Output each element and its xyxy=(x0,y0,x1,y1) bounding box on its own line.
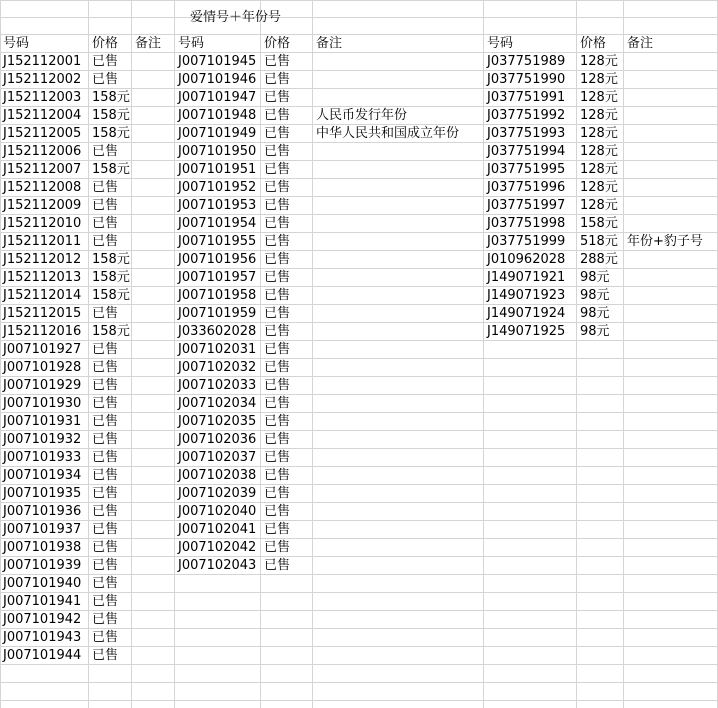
cell-price[interactable]: 已售 xyxy=(264,342,291,357)
cell-price[interactable]: 158元 xyxy=(92,126,130,141)
cell-price[interactable]: 128元 xyxy=(580,72,618,87)
cell-price[interactable]: 已售 xyxy=(92,360,119,375)
cell-number[interactable]: J007101944 xyxy=(3,648,82,663)
cell-price[interactable]: 已售 xyxy=(264,54,291,69)
cell-number[interactable]: J007101950 xyxy=(178,144,257,159)
cell-number[interactable]: J037751992 xyxy=(487,108,566,123)
cell-number[interactable]: J007101956 xyxy=(178,252,257,267)
cell-number[interactable]: J152112002 xyxy=(3,72,82,87)
cell-price[interactable]: 已售 xyxy=(264,414,291,429)
cell-number[interactable]: J007101952 xyxy=(178,180,257,195)
cell-number[interactable]: J152112005 xyxy=(3,126,82,141)
cell-number[interactable]: J033602028 xyxy=(178,324,257,339)
cell-price[interactable]: 已售 xyxy=(264,270,291,285)
cell-price[interactable]: 已售 xyxy=(264,504,291,519)
cell-number[interactable]: J007101954 xyxy=(178,216,257,231)
cell-price[interactable]: 已售 xyxy=(92,72,119,87)
cell-number[interactable]: J152112015 xyxy=(3,306,82,321)
cell-price[interactable]: 128元 xyxy=(580,108,618,123)
header-number-2[interactable]: 号码 xyxy=(178,36,205,51)
cell-price[interactable]: 已售 xyxy=(92,342,119,357)
cell-number[interactable]: J007101940 xyxy=(3,576,82,591)
cell-number[interactable]: J037751994 xyxy=(487,144,566,159)
cell-price[interactable]: 已售 xyxy=(264,144,291,159)
cell-number[interactable]: J152112001 xyxy=(3,54,82,69)
row-divider xyxy=(0,0,718,1)
cell-price[interactable]: 已售 xyxy=(92,630,119,645)
cell-price[interactable]: 已售 xyxy=(264,486,291,501)
cell-number[interactable]: J007101959 xyxy=(178,306,257,321)
header-note-1[interactable]: 备注 xyxy=(135,36,162,51)
cell-price[interactable]: 已售 xyxy=(92,558,119,573)
cell-price[interactable]: 158元 xyxy=(92,324,130,339)
cell-number[interactable]: J007102034 xyxy=(178,396,257,411)
cell-number[interactable]: J152112014 xyxy=(3,288,82,303)
header-note-3[interactable]: 备注 xyxy=(627,36,654,51)
cell-price[interactable]: 已售 xyxy=(92,522,119,537)
cell-number[interactable]: J149071925 xyxy=(487,324,566,339)
cell-price[interactable]: 已售 xyxy=(264,558,291,573)
cell-price[interactable]: 已售 xyxy=(264,522,291,537)
cell-note[interactable]: 年份+豹子号 xyxy=(627,234,703,249)
cell-price[interactable]: 已售 xyxy=(92,144,119,159)
cell-price[interactable]: 已售 xyxy=(264,216,291,231)
cell-price[interactable]: 已售 xyxy=(264,540,291,555)
cell-price[interactable]: 98元 xyxy=(580,288,610,303)
cell-price[interactable]: 158元 xyxy=(92,270,130,285)
cell-price[interactable]: 已售 xyxy=(264,378,291,393)
cell-price[interactable]: 已售 xyxy=(264,72,291,87)
cell-price[interactable]: 已售 xyxy=(92,306,119,321)
cell-number[interactable]: J149071921 xyxy=(487,270,566,285)
cell-price[interactable]: 已售 xyxy=(92,54,119,69)
cell-price[interactable]: 已售 xyxy=(264,288,291,303)
cell-price[interactable]: 已售 xyxy=(92,594,119,609)
cell-price[interactable]: 已售 xyxy=(264,252,291,267)
cell-number[interactable]: J007101929 xyxy=(3,378,82,393)
cell-price[interactable]: 已售 xyxy=(264,432,291,447)
cell-number[interactable]: J007102039 xyxy=(178,486,257,501)
header-price-1[interactable]: 价格 xyxy=(92,36,119,51)
cell-price[interactable]: 已售 xyxy=(264,198,291,213)
cell-price[interactable]: 已售 xyxy=(92,450,119,465)
cell-number[interactable]: J152112013 xyxy=(3,270,82,285)
cell-price[interactable]: 已售 xyxy=(264,90,291,105)
cell-number[interactable]: J037751999 xyxy=(487,234,566,249)
cell-number[interactable]: J007101949 xyxy=(178,126,257,141)
cell-price[interactable]: 158元 xyxy=(92,288,130,303)
cell-number[interactable]: J037751995 xyxy=(487,162,566,177)
cell-number[interactable]: J152112008 xyxy=(3,180,82,195)
cell-price[interactable]: 518元 xyxy=(580,234,618,249)
cell-price[interactable]: 已售 xyxy=(92,486,119,501)
cell-price[interactable]: 98元 xyxy=(580,306,610,321)
cell-number[interactable]: J007101958 xyxy=(178,288,257,303)
cell-price[interactable]: 已售 xyxy=(264,306,291,321)
cell-price[interactable]: 已售 xyxy=(92,414,119,429)
cell-number[interactable]: J007101957 xyxy=(178,270,257,285)
cell-number[interactable]: J037751996 xyxy=(487,180,566,195)
cell-number[interactable]: J007101939 xyxy=(3,558,82,573)
cell-price[interactable]: 已售 xyxy=(92,180,119,195)
cell-price[interactable]: 已售 xyxy=(264,468,291,483)
cell-number[interactable]: J149071923 xyxy=(487,288,566,303)
cell-number[interactable]: J149071924 xyxy=(487,306,566,321)
cell-price[interactable]: 已售 xyxy=(264,360,291,375)
cell-number[interactable]: J007102041 xyxy=(178,522,257,537)
cell-number[interactable]: J007101953 xyxy=(178,198,257,213)
header-price-2[interactable]: 价格 xyxy=(264,36,291,51)
cell-price[interactable]: 已售 xyxy=(264,324,291,339)
cell-price[interactable]: 已售 xyxy=(264,126,291,141)
cell-price[interactable]: 已售 xyxy=(92,234,119,249)
cell-number[interactable]: J152112009 xyxy=(3,198,82,213)
cell-number[interactable]: J007101933 xyxy=(3,450,82,465)
cell-price[interactable]: 158元 xyxy=(92,162,130,177)
cell-number[interactable]: J007102036 xyxy=(178,432,257,447)
cell-number[interactable]: J007101934 xyxy=(3,468,82,483)
cell-price[interactable]: 已售 xyxy=(264,180,291,195)
cell-number[interactable]: J007101942 xyxy=(3,612,82,627)
cell-number[interactable]: J007102033 xyxy=(178,378,257,393)
cell-number[interactable]: J152112016 xyxy=(3,324,82,339)
row-divider xyxy=(0,700,718,701)
cell-number[interactable]: J152112010 xyxy=(3,216,82,231)
cell-number[interactable]: J007101936 xyxy=(3,504,82,519)
cell-number[interactable]: J007101927 xyxy=(3,342,82,357)
cell-price[interactable]: 158元 xyxy=(92,252,130,267)
cell-number[interactable]: J037751998 xyxy=(487,216,566,231)
cell-number[interactable]: J007101930 xyxy=(3,396,82,411)
cell-price[interactable]: 128元 xyxy=(580,144,618,159)
cell-price[interactable]: 128元 xyxy=(580,126,618,141)
cell-number[interactable]: J007102032 xyxy=(178,360,257,375)
header-number-1[interactable]: 号码 xyxy=(3,36,30,51)
cell-number[interactable]: J037751989 xyxy=(487,54,566,69)
cell-number[interactable]: J007101937 xyxy=(3,522,82,537)
cell-price[interactable]: 已售 xyxy=(264,450,291,465)
cell-price[interactable]: 288元 xyxy=(580,252,618,267)
cell-price[interactable]: 158元 xyxy=(580,216,618,231)
cell-number[interactable]: J007101941 xyxy=(3,594,82,609)
cell-price[interactable]: 128元 xyxy=(580,90,618,105)
cell-number[interactable]: J152112003 xyxy=(3,90,82,105)
cell-number[interactable]: J152112007 xyxy=(3,162,82,177)
cell-price[interactable]: 已售 xyxy=(92,432,119,447)
cell-number[interactable]: J007101938 xyxy=(3,540,82,555)
cell-price[interactable]: 已售 xyxy=(92,216,119,231)
cell-price[interactable]: 已售 xyxy=(92,378,119,393)
cell-price[interactable]: 98元 xyxy=(580,270,610,285)
row-divider xyxy=(0,682,718,683)
cell-number[interactable]: J037751997 xyxy=(487,198,566,213)
cell-number[interactable]: J037751990 xyxy=(487,72,566,87)
cell-price[interactable]: 已售 xyxy=(92,576,119,591)
cell-number[interactable]: J007101946 xyxy=(178,72,257,87)
cell-price[interactable]: 128元 xyxy=(580,198,618,213)
cell-price[interactable]: 已售 xyxy=(92,540,119,555)
cell-price[interactable]: 已售 xyxy=(92,198,119,213)
cell-price[interactable]: 已售 xyxy=(92,648,119,663)
cell-price[interactable]: 128元 xyxy=(580,162,618,177)
cell-number[interactable]: J007101931 xyxy=(3,414,82,429)
cell-price[interactable]: 128元 xyxy=(580,54,618,69)
cell-note[interactable]: 中华人民共和国成立年份 xyxy=(316,126,460,141)
cell-number[interactable]: J007102040 xyxy=(178,504,257,519)
cell-number[interactable]: J007101928 xyxy=(3,360,82,375)
cell-number[interactable]: J037751991 xyxy=(487,90,566,105)
cell-price[interactable]: 已售 xyxy=(92,396,119,411)
cell-number[interactable]: J037751993 xyxy=(487,126,566,141)
cell-number[interactable]: J007101945 xyxy=(178,54,257,69)
header-number-3[interactable]: 号码 xyxy=(487,36,514,51)
cell-price[interactable]: 158元 xyxy=(92,90,130,105)
cell-price[interactable]: 128元 xyxy=(580,180,618,195)
cell-number[interactable]: J007102038 xyxy=(178,468,257,483)
header-price-3[interactable]: 价格 xyxy=(580,36,607,51)
cell-price[interactable]: 已售 xyxy=(92,468,119,483)
cell-price[interactable]: 已售 xyxy=(264,234,291,249)
cell-number[interactable]: J007102037 xyxy=(178,450,257,465)
cell-price[interactable]: 已售 xyxy=(264,162,291,177)
cell-price[interactable]: 已售 xyxy=(92,612,119,627)
header-note-2[interactable]: 备注 xyxy=(316,36,343,51)
cell-number[interactable]: J152112004 xyxy=(3,108,82,123)
cell-number[interactable]: J152112011 xyxy=(3,234,82,249)
cell-number[interactable]: J007101932 xyxy=(3,432,82,447)
cell-number[interactable]: J010962028 xyxy=(487,252,566,267)
row-divider xyxy=(0,17,718,18)
cell-number[interactable]: J007101948 xyxy=(178,108,257,123)
cell-number[interactable]: J007101943 xyxy=(3,630,82,645)
cell-price[interactable]: 已售 xyxy=(264,108,291,123)
cell-number[interactable]: J152112006 xyxy=(3,144,82,159)
cell-number[interactable]: J007101955 xyxy=(178,234,257,249)
cell-number[interactable]: J152112012 xyxy=(3,252,82,267)
cell-price[interactable]: 已售 xyxy=(92,504,119,519)
cell-number[interactable]: J007102031 xyxy=(178,342,257,357)
cell-price[interactable]: 158元 xyxy=(92,108,130,123)
cell-number[interactable]: J007101947 xyxy=(178,90,257,105)
cell-number[interactable]: J007102042 xyxy=(178,540,257,555)
cell-price[interactable]: 98元 xyxy=(580,324,610,339)
cell-number[interactable]: J007101935 xyxy=(3,486,82,501)
cell-number[interactable]: J007102043 xyxy=(178,558,257,573)
cell-number[interactable]: J007101951 xyxy=(178,162,257,177)
cell-note[interactable]: 人民币发行年份 xyxy=(316,108,408,123)
sheet-title[interactable]: 爱情号＋年份号 xyxy=(190,10,282,25)
cell-price[interactable]: 已售 xyxy=(264,396,291,411)
cell-number[interactable]: J007102035 xyxy=(178,414,257,429)
